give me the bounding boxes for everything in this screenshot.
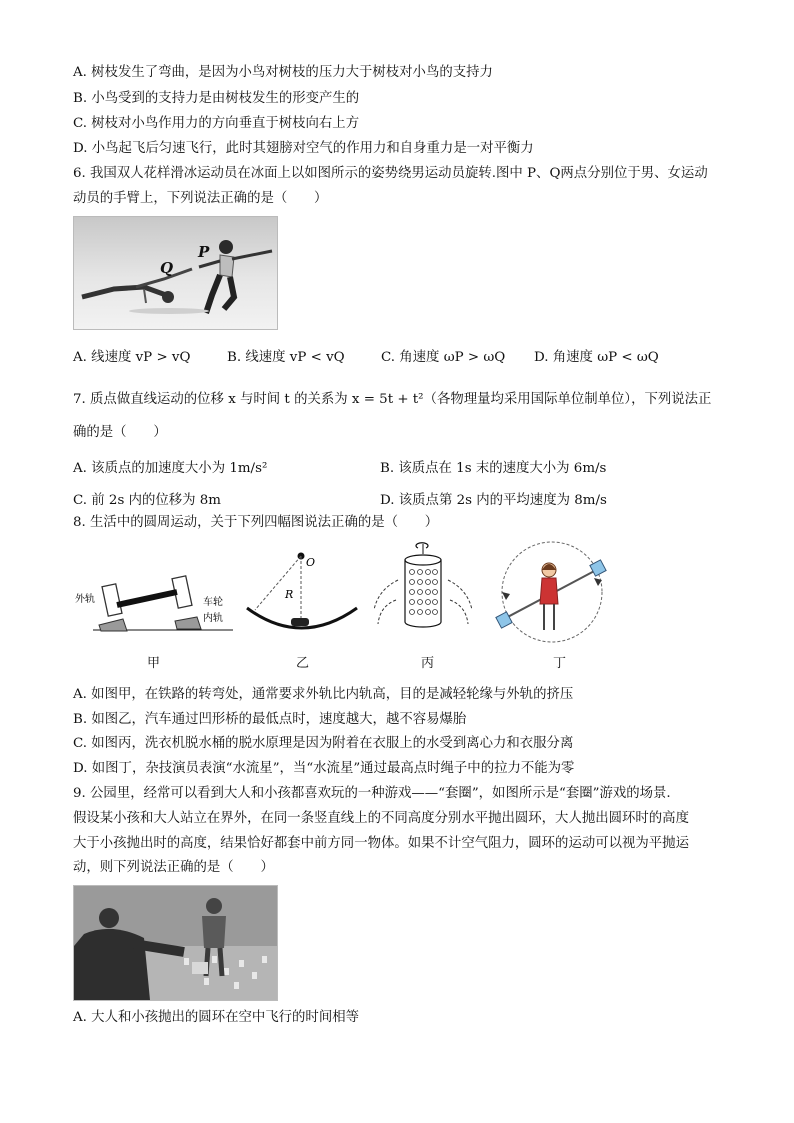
- caption-yi: 乙: [296, 656, 310, 671]
- label-o: O: [306, 556, 316, 569]
- q6-stem-line1: 6. 我国双人花样滑冰运动员在冰面上以如图所示的姿势绕男运动员旋转.图中 P、Q两点分别位于男、女运动: [73, 166, 708, 181]
- outer-rail-label: 外轨: [75, 594, 95, 605]
- q8-option-d: D. 如图丁，杂技演员表演“水流星”，当“水流星”通过最高点时绳子中的拉力不能为零: [73, 761, 575, 776]
- figure-railway: [75, 545, 235, 645]
- figure-concave-bridge: [245, 548, 365, 640]
- q9-stem-line3: 大于小孩抛出时的高度，结果恰好都套中前方同一物体。如果不计空气阻力，圆环的运动可以视为平抛运: [73, 836, 689, 851]
- inner-rail-label: 内轨: [203, 613, 223, 624]
- q9-stem-line1: 9. 公园里，经常可以看到大人和小孩都喜欢玩的一种游戏——“套圈”，如图所示是“套圈”游戏的场景.: [73, 786, 671, 801]
- q8-option-c: C. 如图丙，洗衣机脱水桶的脱水原理是因为附着在衣服上的水受到离心力和衣服分离: [73, 736, 574, 751]
- q5-option-b: B. 小鸟受到的支持力是由树枝发生的形变产生的: [73, 91, 360, 106]
- q7-option-d: D. 该质点第 2s 内的平均速度为 8m/s: [380, 493, 607, 508]
- q6-stem-line2: 动员的手臂上，下列说法正确的是（ ）: [73, 191, 328, 206]
- q7-stem-line1: 7. 质点做直线运动的位移 x 与时间 t 的关系为 x = 5t + t²（各物理量均采用国际单位制单位），下列说法正: [73, 392, 712, 407]
- q8-stem: 8. 生活中的圆周运动，关于下列四幅图说法正确的是（ ）: [73, 515, 439, 530]
- q7-stem-line2: 确的是（ ）: [73, 425, 167, 440]
- q6-option-a: A. 线速度 vP > vQ: [73, 350, 191, 365]
- q6-option-b: B. 线速度 vP < vQ: [227, 350, 345, 365]
- figure-skating-photo: [73, 216, 278, 330]
- q9-stem-line2: 假设某小孩和大人站立在界外，在同一条竖直线上的不同高度分别水平抛出圆环，大人抛出圆环时的高度: [73, 811, 689, 826]
- q5-option-a: A. 树枝发生了弯曲，是因为小鸟对树枝的压力大于树枝对小鸟的支持力: [73, 65, 493, 80]
- caption-bing: 丙: [421, 656, 435, 671]
- q8-option-a: A. 如图甲，在铁路的转弯处，通常要求外轨比内轨高，目的是减轻轮缘与外轨的挤压: [73, 687, 574, 702]
- q5-option-c: C. 树枝对小鸟作用力的方向垂直于树枝向右上方: [73, 116, 360, 131]
- q7-option-a: A. 该质点的加速度大小为 1m/s²: [73, 461, 268, 476]
- figure-washer-drum: [368, 540, 478, 640]
- caption-jia: 甲: [147, 656, 161, 671]
- q7-option-b: B. 该质点在 1s 末的速度大小为 6m/s: [380, 461, 607, 476]
- wheel-label: 车轮: [203, 597, 223, 608]
- q6-option-d: D. 角速度 ωP < ωQ: [534, 350, 659, 365]
- q6-option-c: C. 角速度 ωP > ωQ: [381, 350, 506, 365]
- q9-option-a: A. 大人和小孩抛出的圆环在空中飞行的时间相等: [73, 1010, 359, 1025]
- q8-option-b: B. 如图乙，汽车通过凹形桥的最低点时，速度越大，越不容易爆胎: [73, 712, 467, 727]
- q5-option-d: D. 小鸟起飞后匀速飞行，此时其翅膀对空气的作用力和自身重力是一对平衡力: [73, 141, 534, 156]
- label-q: Q: [160, 259, 174, 277]
- q9-stem-line4: 动，则下列说法正确的是（ ）: [73, 860, 274, 875]
- ring-toss-photo: [73, 885, 278, 1001]
- label-r: R: [285, 588, 294, 601]
- figure-water-meteor: [492, 540, 612, 644]
- caption-ding: 丁: [553, 656, 567, 671]
- label-p: P: [198, 243, 210, 261]
- q7-option-c: C. 前 2s 内的位移为 8m: [73, 493, 222, 508]
